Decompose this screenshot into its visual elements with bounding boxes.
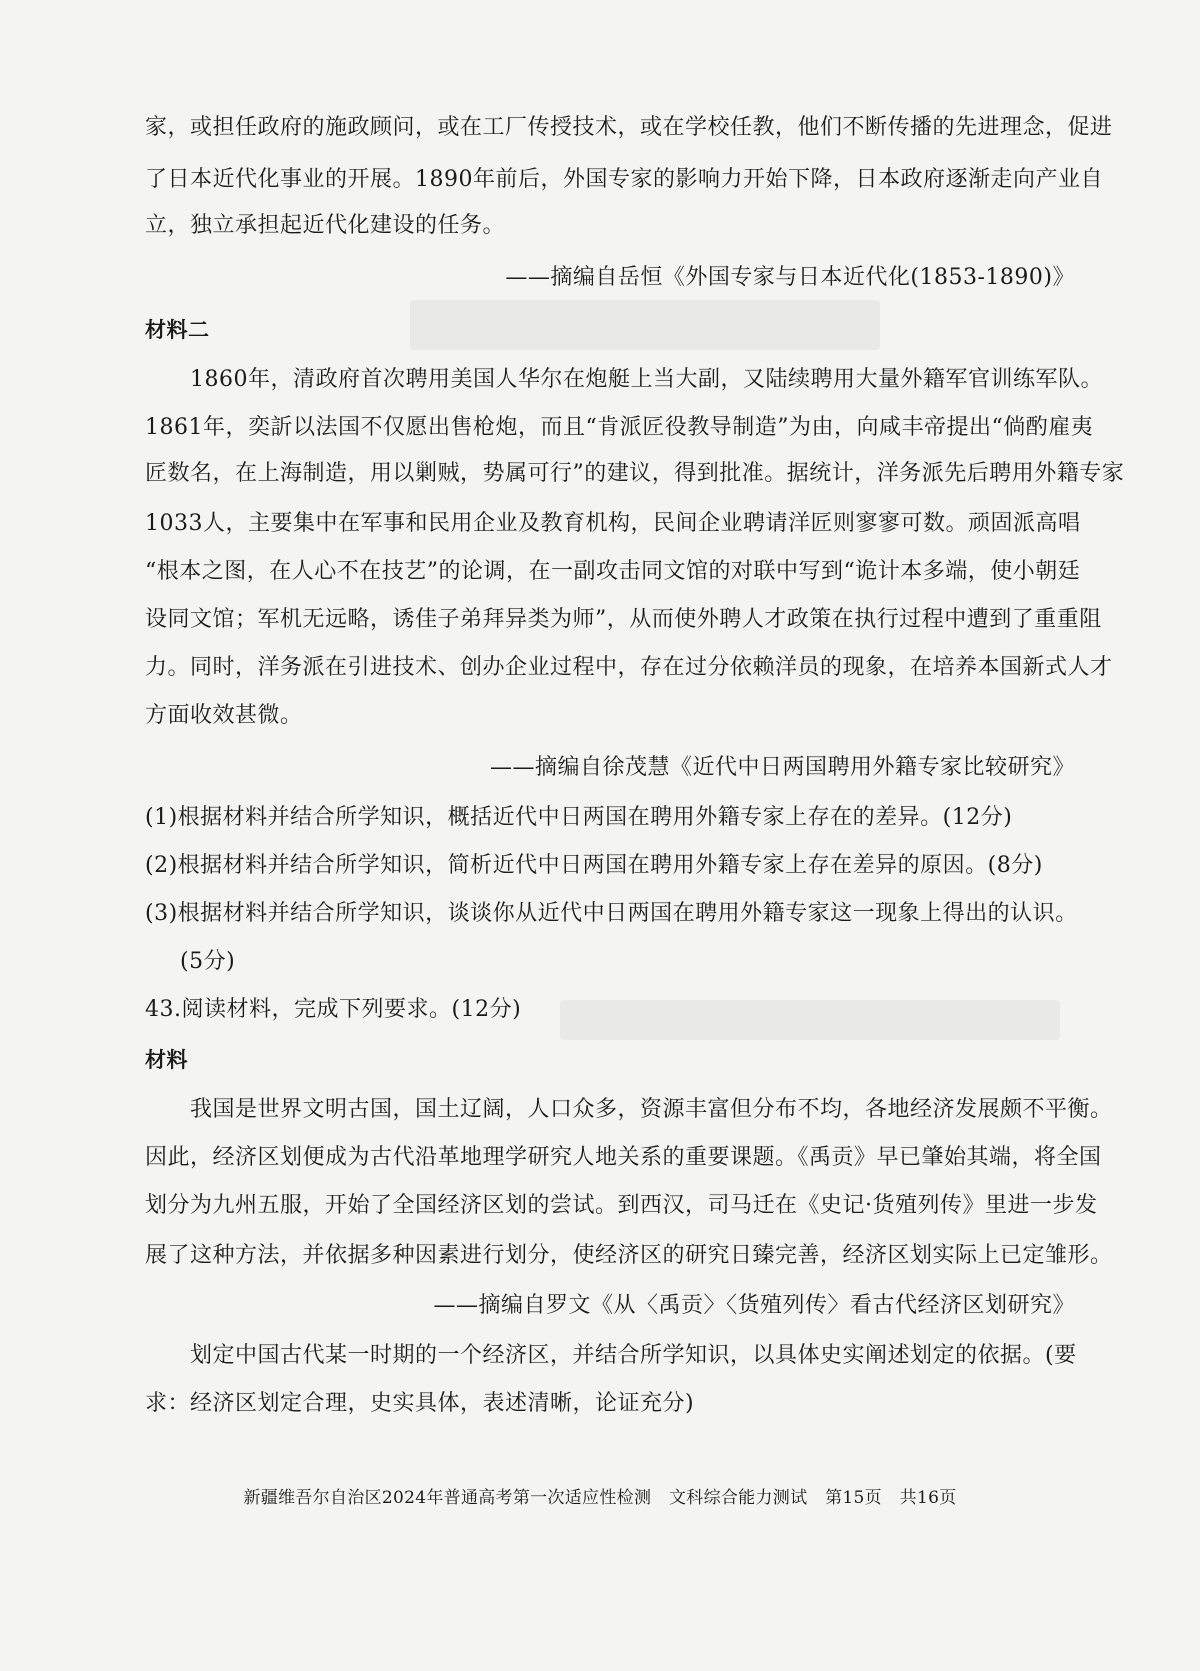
material-line: 方面收效甚微。	[145, 703, 303, 728]
continuation-line: 立，独立承担起近代化建设的任务。	[145, 213, 506, 238]
footer-exam-name: 新疆维吾尔自治区2024年普通高考第一次适应性检测	[243, 1488, 652, 1508]
task-line: 求：经济区划定合理，史实具体，表述清晰，论证充分)	[145, 1391, 695, 1416]
question-item: (1)根据材料并结合所学知识，概括近代中日两国在聘用外籍专家上存在的差异。(12分)	[145, 805, 1013, 830]
material-line: 1860年，清政府首次聘用美国人华尔在炮艇上当大副，又陆续聘用大量外籍军官训练军队。	[190, 367, 1103, 392]
footer-subject: 文科综合能力测试	[668, 1488, 808, 1508]
material-line: 展了这种方法，并依据多种因素进行划分，使经济区的研究日臻完善，经济区划实际上已定雏形。	[145, 1243, 1113, 1268]
source-citation: ——摘编自岳恒《外国专家与日本近代化(1853-1890)》	[505, 265, 1075, 290]
material-line: 因此，经济区划便成为古代沿革地理学研究人地关系的重要课题。《禹贡》早已肇始其端，将全国	[145, 1145, 1102, 1170]
page-footer	[0, 1486, 1200, 1510]
footer-total-pages: 共16页	[899, 1488, 957, 1508]
source-citation: ——摘编自徐茂慧《近代中日两国聘用外籍专家比较研究》	[489, 755, 1075, 780]
material-heading: 材料	[145, 1048, 188, 1072]
question-title: 43.阅读材料，完成下列要求。(12分)	[145, 997, 522, 1022]
material-line: “根本之图，在人心不在技艺”的论调，在一副攻击同文馆的对联中写到“诡计本多端，使小朝廷	[145, 559, 1081, 584]
material-heading: 材料二	[145, 318, 210, 342]
material-line: 力。同时，洋务派在引进技术、创办企业过程中，存在过分依赖洋员的现象，在培养本国新式人才	[145, 655, 1113, 680]
material-line: 设同文馆；军机无远略，诱佳子弟拜异类为师”，从而使外聘人才政策在执行过程中遭到了重重阻	[145, 607, 1102, 632]
question-item: (3)根据材料并结合所学知识，谈谈你从近代中日两国在聘用外籍专家这一现象上得出的认识。	[145, 901, 1078, 926]
material-line: 1861年，奕訢以法国不仅愿出售枪炮，而且“肯派匠役教导制造”为由，向咸丰帝提出“倘酌雇夷	[145, 415, 1094, 440]
material-line: 1033人，主要集中在军事和民用企业及教育机构，民间企业聘请洋匠则寥寥可数。顽固派高唱	[145, 511, 1081, 536]
question-item: (2)根据材料并结合所学知识，简析近代中日两国在聘用外籍专家上存在差异的原因。(8分)	[145, 853, 1043, 878]
source-citation: ——摘编自罗文《从〈禹贡〉〈货殖列传〉看古代经济区划研究》	[433, 1293, 1075, 1318]
continuation-line: 家，或担任政府的施政顾问，或在工厂传授技术，或在学校任教，他们不断传播的先进理念，促进	[145, 115, 1113, 140]
material-line: 划分为九州五服，开始了全国经济区划的尝试。到西汉，司马迁在《史记·货殖列传》里进一步发	[145, 1193, 1098, 1218]
material-line: 我国是世界文明古国，国土辽阔，人口众多，资源丰富但分布不均，各地经济发展颇不平衡。	[190, 1097, 1113, 1122]
question-points: (5分)	[180, 949, 236, 974]
continuation-line: 了日本近代化事业的开展。1890年前后，外国专家的影响力开始下降，日本政府逐渐走向产业自	[145, 167, 1103, 192]
task-line: 划定中国古代某一时期的一个经济区，并结合所学知识，以具体史实阐述划定的依据。(要	[190, 1343, 1077, 1368]
footer-page-number: 第15页	[825, 1488, 882, 1508]
material-line: 匠数名，在上海制造，用以剿贼，势属可行”的建议，得到批准。据统计，洋务派先后聘用外籍专家	[145, 461, 1125, 486]
